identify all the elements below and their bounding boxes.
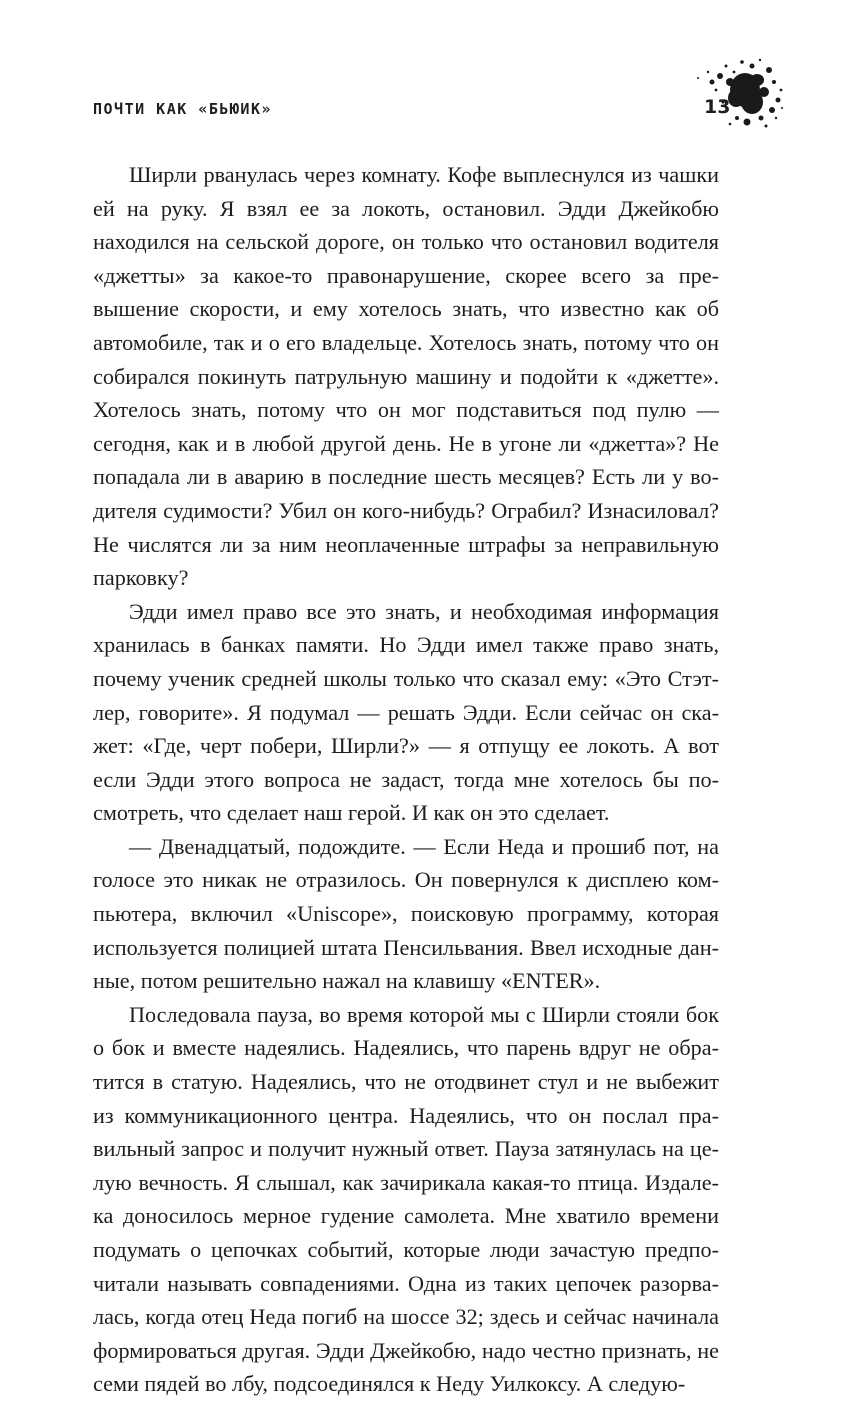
paragraph: Ширли рванулась через комнату. Кофе выплеснулся из чашки ей на руку. Я взял ее за локоть, остановил. Эдди Джейкобю находился на сельской дороге, он только что остановил водителя «джетты» за какое-то правонарушение, скорее всего за превышение скорости, и ему хотелось знать, что известно как об автомобиле, так и о его владельце. Хотелось знать, потому что он собирался покинуть патрульную машину и подойти к «джетте». Хотелось знать, потому что он мог подставиться под пулю — сегодня, как и в любой другой день. Не в угоне ли «джетта»? Не попадала ли в аварию в последние шесть месяцев? Есть ли у водителя судимости? Убил он кого-нибудь? Ограбил? Изнасиловал? Не числятся ли за ним неоплаченные штрафы за неправильную парковку?: [93, 162, 719, 591]
paragraph: Последовала пауза, во время которой мы с Ширли стояли бок о бок и вместе надеялись. Надеялись, что парень вдруг не обратится в статую. Надеялись, что не отодвинет стул и не выбежит из коммуникационного центра. Надеялись, что он послал правильный запрос и получит нужный ответ. Пауза затянулась на целую вечность. Я слышал, как зачирикала какая-то птица. Издалека доносилось мерное гудение самолета. Мне хватило времени подумать о цепочках событий, которые люди зачастую предпочитали называть совпадениями. Одна из таких цепочек разорвалась, когда отец Неда погиб на шоссе 32; здесь и сейчас начинала формироваться другая. Эдди Джейкобю, надо честно признать, не семи пядей во лбу, подсоединялся к Неду Уилкоксу. А следую-: [93, 1001, 719, 1397]
running-title: ПОЧТИ КАК «БЬЮИК»: [93, 100, 273, 118]
ink-splatter-icon: [690, 52, 785, 132]
paragraph: Эдди имел право все это знать, и необходимая информация хранилась в банках памяти. Но Эдди имел также право знать, почему ученик средней школы только что сказал ему: «Это Стэтлер, говорите». Я подумал — решать Эдди. Если сейчас он скажет: «Где, черт побери, Ширли?» — я отпущу ее локоть. А вот если Эдди этого вопроса не задаст, тогда мне хотелось бы посмотреть, что сделает наш герой. И как он это сделает.: [93, 598, 719, 826]
body-text: [93, 158, 719, 1401]
paragraph: — Двенадцатый, подождите. — Если Неда и прошиб пот, на голосе это никак не отразилось. Он повернулся к дисплею компьютера, включил «Uniscope», поисковую программу, которая используется полицией штата Пенсильвания. Ввел исходные данные, потом решительно нажал на клавишу «ENTER».: [93, 833, 719, 994]
folio-ornament: [690, 52, 785, 132]
page-number: 13: [704, 96, 731, 118]
